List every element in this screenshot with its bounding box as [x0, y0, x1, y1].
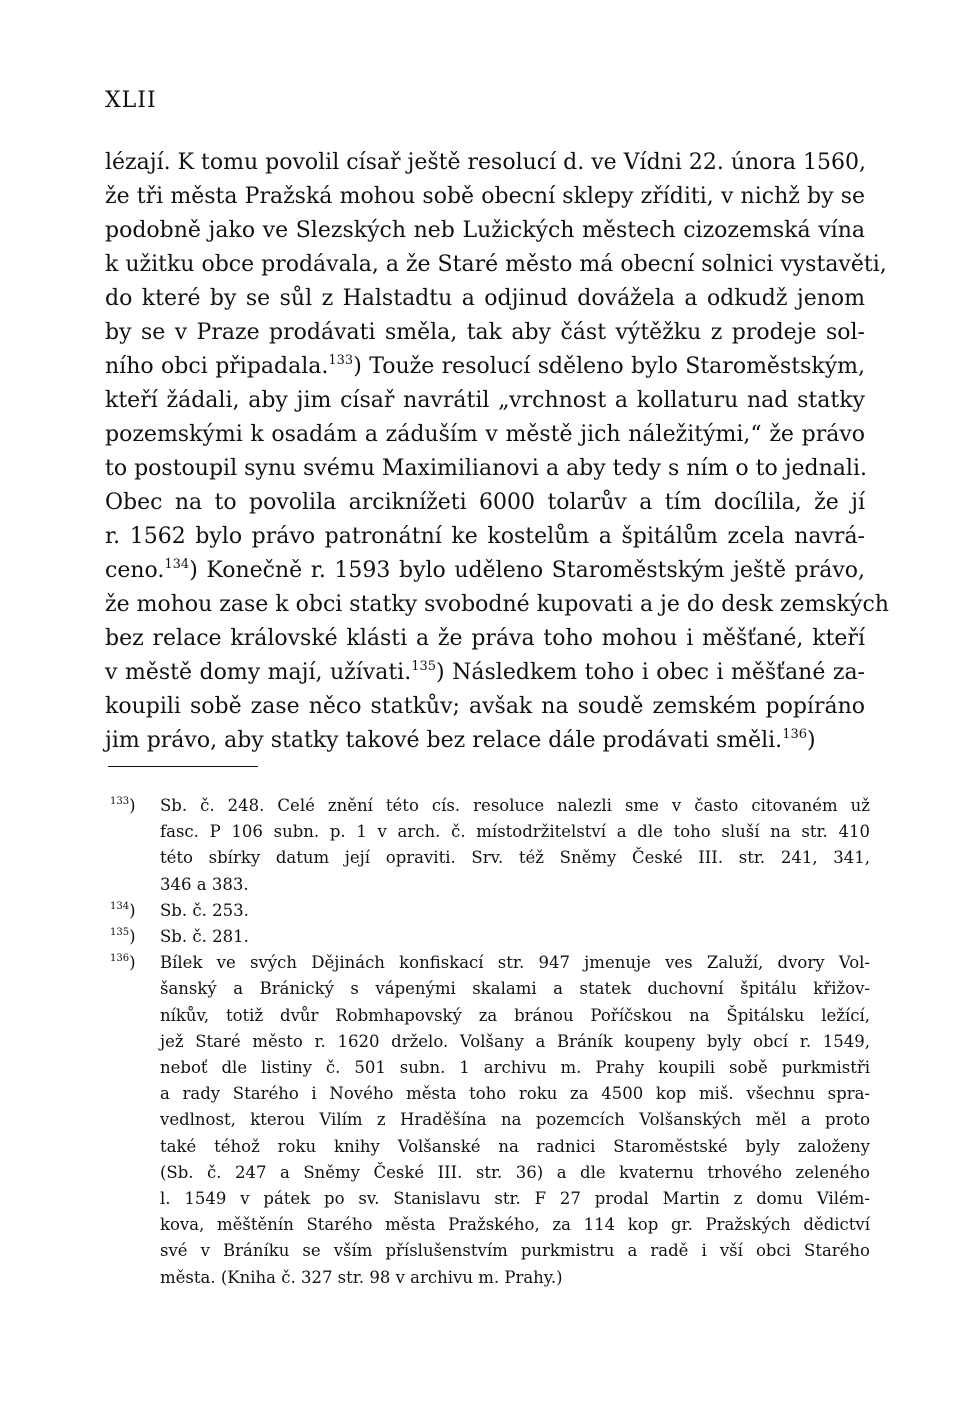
body-line: ceno.$^{134}$) Konečně r. 1593 bylo uděleno Staroměstským ještě právo,: [105, 557, 865, 583]
page-number: XLII: [105, 88, 157, 113]
footnote-134: [110, 898, 870, 924]
footnote-line: a rady Starého i Nového města toho roku za 4500 kop miš. všechnu spra-: [160, 1084, 870, 1104]
body-line: r. 1562 bylo právo patronátní ke kostelům a špitálům zcela navrá-: [105, 524, 865, 549]
footnote-mark: $^{135}$): [110, 927, 136, 947]
footnote-line: 346 a 383.: [160, 874, 249, 894]
footnote-ref[interactable]: 134: [164, 557, 190, 572]
body-line: bez relace královské klásti a že práva toho mohou i měšťané, kteří: [105, 626, 865, 651]
body-line: že tři města Pražská mohou sobě obecní sklepy zříditi, v nichž by se: [105, 184, 865, 209]
footnote-line: l. 1549 v pátek po sv. Stanislavu str. F 27 prodal Martin z domu Vilém-: [160, 1189, 870, 1209]
footnote-line: neboť dle listiny č. 501 subn. 1 archivu m. Prahy koupili sobě purkmistři: [160, 1058, 870, 1078]
body-line: Obec na to povolila arciknížeti 6000 tolarův a tím docílila, že jí: [105, 490, 865, 515]
footnote-line: Sb. č. 281.: [160, 927, 249, 947]
footnote-mark: $^{134}$): [110, 900, 136, 920]
footnote-line: (Sb. č. 247 a Sněmy České III. str. 36) a dle kvaternu trhového zeleného: [160, 1162, 870, 1182]
footnote-mark: $^{133}$): [110, 796, 136, 815]
footnote-136: [110, 950, 870, 1291]
footnote-line: Sb. č. 253.: [160, 900, 249, 920]
footnote-line: také téhož roku knihy Volšanské na radnici Staroměstské byly založeny: [160, 1136, 870, 1156]
body-line: pozemskými k osadám a záduším v městě jich náležitými,“ že právo: [105, 422, 865, 447]
footnote-ref[interactable]: 133: [328, 353, 354, 368]
body-line: by se v Praze prodávati směla, tak aby část výtěžku z prodeje sol-: [105, 320, 865, 345]
footnote-mark: $^{136}$): [110, 953, 136, 973]
footnote-line: této sbírky datum její opraviti. Srv. též Sněmy České III. str. 241, 341,: [160, 848, 870, 868]
footnote-line: města. (Kniha č. 327 str. 98 v archivu m. Prahy.): [160, 1267, 563, 1287]
footnote-line: Bílek ve svých Dějinách konfiskací str. 947 jmenuje ves Zaluží, dvory Vol-: [160, 953, 870, 973]
body-line: koupili sobě zase něco statkův; avšak na soudě zemském popíráno: [105, 694, 865, 719]
footnotes: [110, 793, 870, 1291]
footnote-line: své v Bráníku se vším příslušenstvím purkmistru a radě i vší obci Starého: [160, 1241, 870, 1261]
footnote-line: vedlnost, kterou Vilím z Hraděšína na pozemcích Volšanských měl a proto: [160, 1110, 870, 1130]
footnote-133: [110, 793, 870, 898]
body-line: jim právo, aby statky takové bez relace dále prodávati směli.$^{136}$): [105, 727, 816, 753]
body-line: to postoupil synu svému Maximilianovi a aby tedy s ním o to jednali.: [105, 456, 867, 481]
body-line: do které by se sůl z Halstadtu a odjinud dovážela a odkudž jenom: [105, 286, 865, 311]
body-line: že mohou zase k obci statky svobodné kupovati a je do desk zemských: [105, 592, 889, 617]
body-line: k užitku obce prodávala, a že Staré město má obecní solnici vystavěti,: [105, 252, 887, 277]
footnote-135: [110, 924, 870, 950]
body-line: ního obci připadala.$^{133}$) Touže resolucí sděleno bylo Staroměstským,: [105, 353, 865, 379]
body-line: podobně jako ve Slezských neb Lužických městech cizozemská vína: [105, 218, 865, 243]
body-line: v městě domy mají, užívati.$^{135}$) Následkem toho i obec i měšťané za-: [105, 659, 865, 685]
footnote-line: kova, měštěnín Starého města Pražského, za 114 kop gr. Pražských dědictví: [160, 1215, 870, 1235]
body-text: [105, 146, 889, 758]
footnote-line: fasc. P 106 subn. p. 1 v arch. č. místodržitelství a dle toho sluší na str. 410: [160, 822, 870, 842]
footnote-line: jež Staré město r. 1620 drželo. Volšany a Bráník koupeny byly obcí r. 1549,: [160, 1031, 870, 1051]
footnote-line: šanský a Bránický s vápenými skalami a statek duchovní špitálu křižov-: [160, 979, 870, 999]
footnote-line: níkův, totiž dvůr Robmhapovský za bránou Poříčskou na Špitálsku ležící,: [160, 1005, 870, 1025]
footnote-ref[interactable]: 135: [411, 659, 437, 674]
footnote-line: Sb. č. 248. Celé znění této cís. resoluce nalezli sme v často citovaném už: [160, 796, 870, 815]
footnote-divider: [108, 766, 258, 767]
body-line: kteří žádali, aby jim císař navrátil „vrchnost a kollaturu nad statky: [105, 388, 865, 413]
body-line: lézají. K tomu povolil císař ještě resolucí d. ve Vídni 22. února 1560,: [105, 150, 867, 175]
footnote-ref[interactable]: 136: [782, 727, 808, 742]
